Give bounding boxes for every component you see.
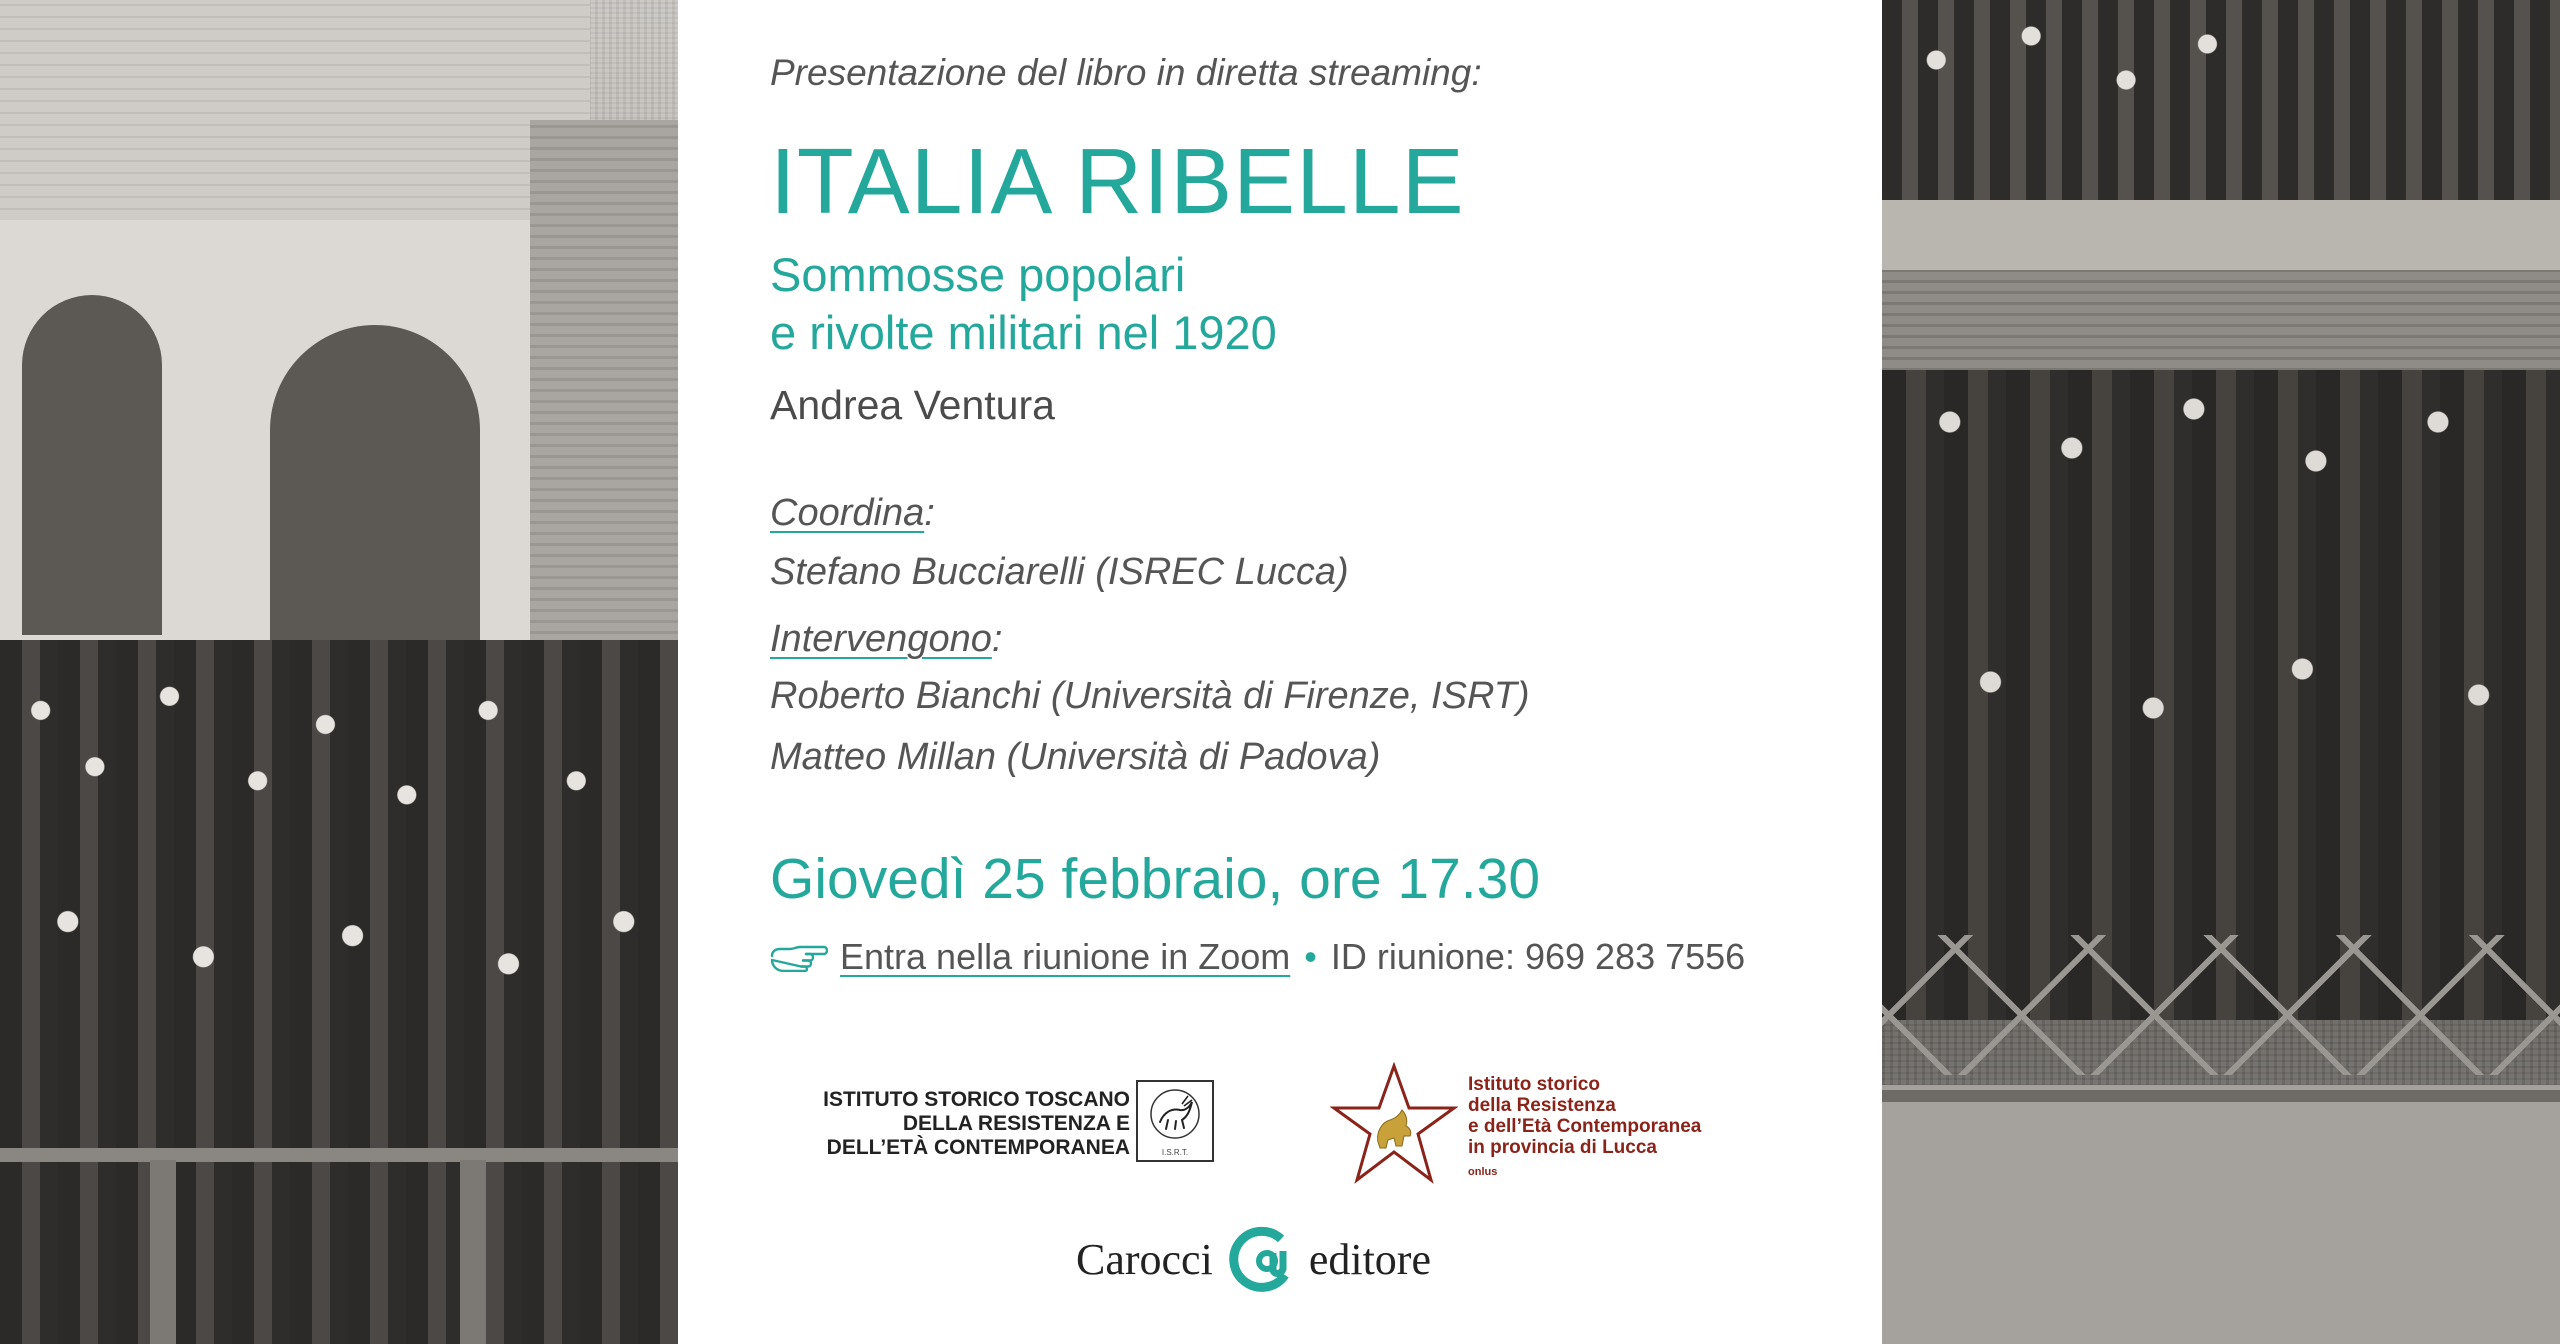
rail-post bbox=[460, 1160, 486, 1344]
isrec-onlus-label: onlus bbox=[1468, 1166, 1498, 1178]
pointing-hand-icon bbox=[770, 942, 828, 972]
wooden-rail bbox=[1882, 1090, 2560, 1102]
lead-text: Presentazione del libro in diretta streaming: bbox=[770, 52, 1482, 93]
left-historical-photo bbox=[0, 0, 678, 1344]
zoom-meeting-link[interactable]: Entra nella riunione in Zoom bbox=[840, 936, 1291, 977]
intervengono-label: Intervengono bbox=[770, 618, 992, 660]
isrec-lucca-logo bbox=[1330, 1062, 1750, 1186]
intervengono-heading: Intervengono: bbox=[770, 618, 1003, 660]
coordina-label: Coordina bbox=[770, 492, 925, 534]
event-date-time: Giovedì 25 febbraio, ore 17.30 bbox=[770, 847, 1541, 911]
subtitle-line: Sommosse popolari bbox=[770, 248, 1186, 301]
isrt-emblem bbox=[1136, 1080, 1214, 1162]
coordinator-name: Stefano Bucciarelli (ISREC Lucca) bbox=[770, 551, 1349, 593]
star-lion-icon bbox=[1330, 1062, 1458, 1186]
coordina-heading: Coordina: bbox=[770, 492, 935, 534]
crowd bbox=[1882, 370, 2560, 1020]
publisher-name: Carocci bbox=[1076, 1234, 1213, 1284]
isrt-logo bbox=[822, 1080, 1214, 1164]
speaker-name: Matteo Millan (Università di Padova) bbox=[770, 736, 1381, 778]
horse-rider-icon bbox=[1138, 1082, 1212, 1146]
isrt-logo-text: ISTITUTO STORICO TOSCANO DELLA RESISTENZA E DELL’ETÀ CONTEMPORANEA bbox=[823, 1088, 1130, 1159]
meeting-id: ID riunione: 969 283 7556 bbox=[1330, 936, 1746, 977]
book-title: ITALIA RIBELLE bbox=[770, 129, 1465, 233]
separator-dot: • bbox=[1304, 936, 1317, 977]
publisher-logo bbox=[1076, 1224, 1431, 1294]
book-subtitle bbox=[770, 246, 1277, 362]
isrec-logo-text: Istituto storico della Resistenza e dell’Età Contemporanea in provincia di Lucca bbox=[1468, 1074, 1702, 1158]
publisher-suffix: editore bbox=[1308, 1234, 1431, 1284]
carocci-mark-icon bbox=[1225, 1223, 1297, 1295]
ground bbox=[1882, 1085, 2560, 1344]
isrt-emblem-caption: I.S.R.T. bbox=[1161, 1148, 1189, 1157]
crowd bbox=[0, 640, 678, 1344]
rail-post bbox=[150, 1160, 176, 1344]
book-author: Andrea Ventura bbox=[770, 382, 1055, 428]
speaker-name: Roberto Bianchi (Università di Firenze, ISRT) bbox=[770, 675, 1530, 717]
brick-wall bbox=[0, 0, 590, 220]
crowd-upper bbox=[1882, 0, 2560, 200]
arch bbox=[22, 295, 162, 635]
wooden-rail bbox=[0, 1148, 678, 1162]
cross-fence bbox=[1882, 935, 2560, 1075]
right-historical-photo bbox=[1882, 0, 2560, 1344]
zoom-info bbox=[770, 936, 1745, 978]
subtitle-line: e rivolte militari nel 1920 bbox=[770, 306, 1277, 359]
